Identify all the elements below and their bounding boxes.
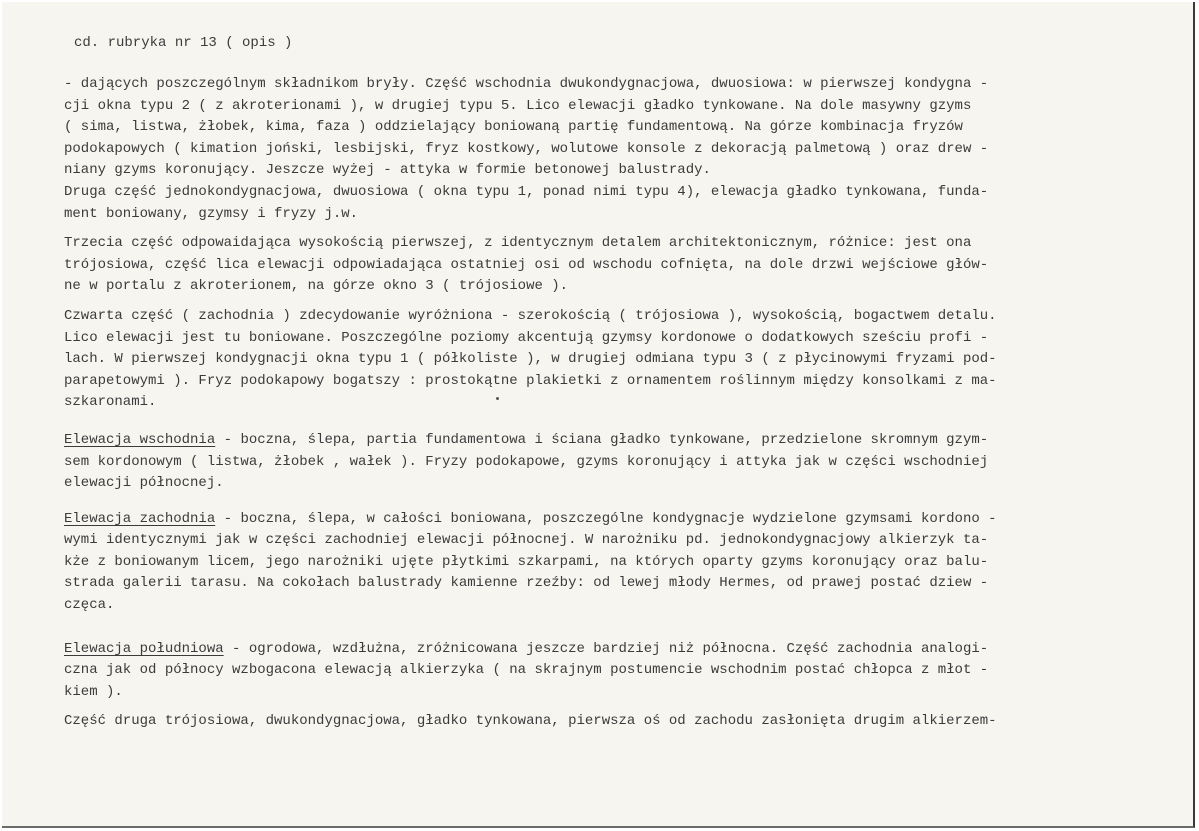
text-line: trójosiowa, część lica elewacji odpowiadająca ostatniej osi od wschodu cofnięta, na dole drzwi wejściowe głów- bbox=[64, 256, 989, 273]
text-line: Czwarta część ( zachodnia ) zdecydowanie wyróżniona - szerokością ( trójosiowa ), wysokością, bogactwem detalu. bbox=[64, 307, 997, 324]
text-line: parapetowymi ). Fryz podokapowy bogatszy : prostokątne plakietki z ornamentem roślinnym między konsolkami z ma- bbox=[64, 372, 997, 389]
text-line: sem kordonowym ( listwa, żłobek , wałek ). Fryzy podokapowe, gzyms koronujący i attyka jak w części wschodniej bbox=[64, 453, 989, 470]
paragraph-west-elevation bbox=[64, 509, 1164, 617]
text-line: ment boniowany, gzymsy i fryzy j.w. bbox=[64, 205, 359, 222]
paragraph-second-part bbox=[64, 182, 1164, 225]
text-line bbox=[64, 639, 1164, 661]
paragraph-south-elevation bbox=[64, 639, 1164, 704]
paragraph-fourth-part bbox=[64, 306, 1164, 414]
document-sheet bbox=[2, 2, 1195, 828]
text-line: kiem ). bbox=[64, 683, 123, 700]
text-line: - dających poszczególnym składnikom bryły. Część wschodnia dwukondygnacjowa, dwuosiowa: w pierwszej kondygna - bbox=[64, 76, 989, 92]
text-line: szkaronami. bbox=[64, 394, 157, 411]
document-body bbox=[64, 74, 1164, 733]
paragraph-north-elevation-east-part bbox=[64, 74, 1164, 182]
text-line: wymi identycznymi jak w części zachodniej elewacji północnej. W narożniku pd. jednokondygnacjowy alkierzyk ta- bbox=[64, 532, 989, 549]
paragraph-third-part bbox=[64, 233, 1164, 298]
text-line: lach. W pierwszej kondygnacji okna typu 1 ( półkoliste ), w drugiej odmiana typu 3 ( z płycinowymi fryzami pod- bbox=[64, 351, 997, 368]
text-line: Trzecia część odpowaidająca wysokością pierwszej, z identycznym detalem architektonicznym, różnice: jest ona bbox=[64, 235, 972, 252]
text-line-rest: - ogrodowa, wzdłużna, zróżnicowana jeszcze bardziej niż północna. Część zachodnia analogi- bbox=[223, 640, 989, 657]
text-line: elewacji północnej. bbox=[64, 475, 224, 492]
paragraph-south-second-part bbox=[64, 711, 1164, 733]
text-line: ( sima, listwa, żłobek, kima, faza ) oddzielający boniowaną partię fundamentową. Na górze kombinacja fryzów bbox=[64, 119, 963, 136]
text-line: cji okna typu 2 ( z akroterionami ), w drugiej typu 5. Lico elewacji gładko tynkowane. Na dole masywny gzyms bbox=[64, 97, 972, 114]
text-line: Lico elewacji jest tu boniowane. Poszczególne poziomy akcentują gzymsy kordonowe o dodatkowych sześciu profi - bbox=[64, 329, 989, 346]
text-line bbox=[64, 430, 1164, 452]
text-line: podokapowych ( kimation joński, lesbijski, fryz kostkowy, wolutowe konsole z dekoracją palmetową ) oraz drew - bbox=[64, 140, 989, 157]
section-term: Elewacja wschodnia bbox=[64, 431, 216, 448]
text-line: częca. bbox=[64, 597, 115, 614]
text-line: strada galerii tarasu. Na cokołach balustrady kamienne rzeźby: od lewej młody Hermes, od prawej postać dziew - bbox=[64, 575, 989, 592]
text-line-rest: - boczna, ślepa, partia fundamentowa i ściana gładko tynkowane, przedzielone skromnym gzym- bbox=[215, 431, 989, 448]
text-line-rest: - boczna, ślepa, w całości boniowana, poszczególne kondygnacje wydzielone gzymsami kordono - bbox=[215, 510, 997, 527]
text-line: niany gzyms koronujący. Jeszcze wyżej - attyka w formie betonowej balustrady. bbox=[64, 162, 711, 179]
ink-speck bbox=[496, 397, 499, 400]
page-heading: cd. rubryka nr 13 ( opis ) bbox=[74, 35, 293, 51]
section-term: Elewacja zachodnia bbox=[64, 510, 216, 527]
text-line bbox=[64, 509, 1164, 531]
text-line: czna jak od północy wzbogacona elewacją alkierzyka ( na skrajnym postumencie wschodnim postać chłopca z młot - bbox=[64, 662, 989, 679]
text-line: Druga część jednokondygnacjowa, dwuosiowa ( okna typu 1, ponad nimi typu 4), elewacja gładko tynkowana, funda- bbox=[64, 183, 989, 200]
text-line: Część druga trójosiowa, dwukondygnacjowa, gładko tynkowana, pierwsza oś od zachodu zasłonięta drugim alkierzem- bbox=[64, 713, 997, 730]
paragraph-east-elevation bbox=[64, 430, 1164, 495]
text-line: kże z boniowanym licem, jego narożniki ujęte płytkimi szkarpami, na których oparty gzyms koronujący oraz balu- bbox=[64, 553, 989, 570]
text-line: ne w portalu z akroterionem, na górze okno 3 ( trójosiowe ). bbox=[64, 278, 569, 295]
section-term: Elewacja południowa bbox=[64, 640, 224, 657]
